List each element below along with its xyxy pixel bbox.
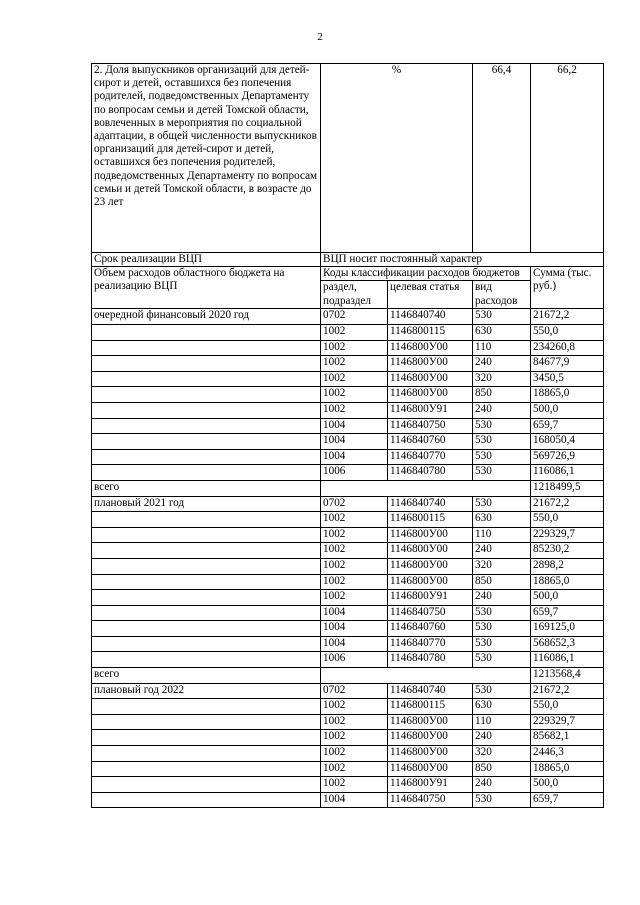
kind-code: 630 [473, 325, 531, 341]
expenses-header-row [92, 267, 604, 281]
section-code: 1004 [321, 605, 388, 621]
target-code: 1146800У91 [388, 402, 473, 418]
period-cell [92, 512, 321, 528]
period-cell [92, 465, 321, 481]
table-row [92, 605, 604, 621]
kind-code: 240 [473, 402, 531, 418]
section-code: 1002 [321, 356, 388, 372]
sum-value: 550,0 [531, 512, 604, 528]
kind-code: 240 [473, 356, 531, 372]
sum-value: 569726,9 [531, 449, 604, 465]
target-code: 1146800У00 [388, 730, 473, 746]
target-code: 1146840740 [388, 683, 473, 699]
period-cell [92, 325, 321, 341]
kind-code: 630 [473, 699, 531, 715]
table-row [92, 730, 604, 746]
expenses-label: Объем расходов областного бюджета на реализацию ВЦП [92, 267, 321, 309]
page-number: 2 [317, 31, 323, 43]
target-code: 1146800У91 [388, 590, 473, 606]
term-value: ВЦП носит постоянный характер [321, 253, 604, 267]
kind-code: 850 [473, 387, 531, 403]
sum-value: 2898,2 [531, 558, 604, 574]
table-row [92, 636, 604, 652]
target-code: 1146800У00 [388, 574, 473, 590]
sum-value: 116086,1 [531, 465, 604, 481]
target-code: 1146840740 [388, 309, 473, 325]
target-code: 1146840770 [388, 449, 473, 465]
table-row [92, 340, 604, 356]
indicator-value-2021: 66,2 [531, 64, 604, 253]
sum-value: 85230,2 [531, 543, 604, 559]
period-cell [92, 402, 321, 418]
target-code: 1146800У00 [388, 746, 473, 762]
section-code: 1002 [321, 325, 388, 341]
kind-code: 530 [473, 465, 531, 481]
sum-value: 229329,7 [531, 714, 604, 730]
target-code: 1146800115 [388, 325, 473, 341]
target-code: 1146840750 [388, 418, 473, 434]
table-row [92, 402, 604, 418]
table-row [92, 792, 604, 808]
table-row [92, 387, 604, 403]
sum-value: 550,0 [531, 325, 604, 341]
section-header: раздел, подраздел [321, 281, 388, 309]
target-code: 1146800У00 [388, 371, 473, 387]
sum-value: 21672,2 [531, 309, 604, 325]
target-code: 1146800У00 [388, 356, 473, 372]
total-value: 1213568,4 [531, 668, 604, 684]
period-cell [92, 652, 321, 668]
kind-code: 530 [473, 496, 531, 512]
sum-value: 21672,2 [531, 683, 604, 699]
section-code: 1002 [321, 761, 388, 777]
table-row [92, 652, 604, 668]
sum-value: 229329,7 [531, 527, 604, 543]
sum-value: 18865,0 [531, 761, 604, 777]
kind-code: 530 [473, 621, 531, 637]
table-row [92, 699, 604, 715]
kind-code: 110 [473, 340, 531, 356]
sum-value: 169125,0 [531, 621, 604, 637]
period-cell [92, 761, 321, 777]
table-row [92, 465, 604, 481]
sum-value: 234260,8 [531, 340, 604, 356]
indicator-unit: % [321, 64, 473, 253]
total-row [92, 480, 604, 496]
period-cell [92, 527, 321, 543]
sum-value: 18865,0 [531, 574, 604, 590]
section-code: 1002 [321, 387, 388, 403]
total-codes-cell [321, 668, 531, 684]
section-code: 1002 [321, 371, 388, 387]
table-row [92, 558, 604, 574]
target-code: 1146840750 [388, 605, 473, 621]
period-cell [92, 558, 321, 574]
sum-value: 3450,5 [531, 371, 604, 387]
kind-code: 530 [473, 309, 531, 325]
table-row [92, 434, 604, 450]
kind-code: 530 [473, 434, 531, 450]
section-code: 1002 [321, 574, 388, 590]
section-code: 1004 [321, 636, 388, 652]
section-code: 1004 [321, 434, 388, 450]
period-cell [92, 792, 321, 808]
section-code: 1002 [321, 746, 388, 762]
section-code: 1002 [321, 590, 388, 606]
total-row [92, 668, 604, 684]
sum-value: 659,7 [531, 418, 604, 434]
table-row [92, 356, 604, 372]
kind-code: 320 [473, 746, 531, 762]
period-cell [92, 574, 321, 590]
section-code: 1002 [321, 714, 388, 730]
sum-value: 659,7 [531, 605, 604, 621]
target-code: 1146800У91 [388, 777, 473, 793]
kind-code: 850 [473, 761, 531, 777]
target-code: 1146800У00 [388, 340, 473, 356]
period-cell [92, 418, 321, 434]
section-code: 0702 [321, 496, 388, 512]
table-row [92, 543, 604, 559]
period-cell [92, 356, 321, 372]
section-code: 1006 [321, 652, 388, 668]
kind-code: 320 [473, 558, 531, 574]
table-row [92, 418, 604, 434]
indicator-row [92, 64, 604, 253]
period-label: плановый год 2022 [92, 683, 321, 699]
kind-code: 530 [473, 792, 531, 808]
section-code: 1004 [321, 621, 388, 637]
target-code: 1146800У00 [388, 527, 473, 543]
kind-code: 850 [473, 574, 531, 590]
section-code: 1002 [321, 340, 388, 356]
section-code: 1006 [321, 465, 388, 481]
period-cell [92, 730, 321, 746]
sum-value: 550,0 [531, 699, 604, 715]
kind-code: 110 [473, 714, 531, 730]
section-code: 1004 [321, 792, 388, 808]
total-label: всего [92, 480, 321, 496]
codes-header: Коды классификации расходов бюджетов [321, 267, 531, 281]
table-row [92, 496, 604, 512]
period-label: плановый 2021 год [92, 496, 321, 512]
section-code: 1002 [321, 527, 388, 543]
kind-code: 240 [473, 730, 531, 746]
period-cell [92, 434, 321, 450]
program-table [91, 63, 604, 808]
target-code: 1146800115 [388, 699, 473, 715]
sum-value: 21672,2 [531, 496, 604, 512]
table-row [92, 449, 604, 465]
section-code: 1002 [321, 543, 388, 559]
table-row [92, 325, 604, 341]
kind-header: вид расходов [473, 281, 531, 309]
target-code: 1146800У00 [388, 558, 473, 574]
total-value: 1218499,5 [531, 480, 604, 496]
term-label: Срок реализации ВЦП [92, 253, 321, 267]
kind-code: 240 [473, 543, 531, 559]
section-code: 1002 [321, 699, 388, 715]
term-row [92, 253, 604, 267]
target-code: 1146840760 [388, 621, 473, 637]
kind-code: 110 [473, 527, 531, 543]
table-row [92, 683, 604, 699]
kind-code: 530 [473, 605, 531, 621]
period-cell [92, 590, 321, 606]
total-codes-cell [321, 480, 531, 496]
period-cell [92, 449, 321, 465]
section-code: 1004 [321, 449, 388, 465]
section-code: 1002 [321, 558, 388, 574]
table-row [92, 777, 604, 793]
target-code: 1146840780 [388, 652, 473, 668]
section-code: 0702 [321, 683, 388, 699]
sum-value: 116086,1 [531, 652, 604, 668]
sum-value: 18865,0 [531, 387, 604, 403]
period-cell [92, 714, 321, 730]
section-code: 1002 [321, 512, 388, 528]
sum-header: Сумма (тыс. руб.) [531, 267, 604, 309]
period-cell [92, 340, 321, 356]
period-cell [92, 621, 321, 637]
period-label: очередной финансовый 2020 год [92, 309, 321, 325]
period-cell [92, 605, 321, 621]
period-cell [92, 371, 321, 387]
target-code: 1146840760 [388, 434, 473, 450]
kind-code: 530 [473, 683, 531, 699]
target-code: 1146840770 [388, 636, 473, 652]
section-code: 1004 [321, 418, 388, 434]
table-row [92, 309, 604, 325]
table-row [92, 714, 604, 730]
table-row [92, 590, 604, 606]
table-row [92, 512, 604, 528]
sum-value: 568652,3 [531, 636, 604, 652]
sum-value: 500,0 [531, 590, 604, 606]
kind-code: 530 [473, 636, 531, 652]
table-row [92, 746, 604, 762]
target-code: 1146800У00 [388, 761, 473, 777]
period-cell [92, 387, 321, 403]
kind-code: 530 [473, 418, 531, 434]
target-header: целевая статья [388, 281, 473, 309]
sum-value: 500,0 [531, 402, 604, 418]
target-code: 1146840740 [388, 496, 473, 512]
target-code: 1146840780 [388, 465, 473, 481]
period-cell [92, 636, 321, 652]
table-row [92, 371, 604, 387]
table-row [92, 527, 604, 543]
table-row [92, 574, 604, 590]
period-cell [92, 746, 321, 762]
sum-value: 500,0 [531, 777, 604, 793]
kind-code: 530 [473, 449, 531, 465]
target-code: 1146840750 [388, 792, 473, 808]
kind-code: 530 [473, 652, 531, 668]
sum-value: 168050,4 [531, 434, 604, 450]
sum-value: 84677,9 [531, 356, 604, 372]
target-code: 1146800У00 [388, 714, 473, 730]
period-cell [92, 699, 321, 715]
indicator-value-2020: 66,4 [473, 64, 531, 253]
kind-code: 320 [473, 371, 531, 387]
section-code: 0702 [321, 309, 388, 325]
section-code: 1002 [321, 777, 388, 793]
section-code: 1002 [321, 730, 388, 746]
kind-code: 240 [473, 777, 531, 793]
sum-value: 2446,3 [531, 746, 604, 762]
indicator-text: 2. Доля выпускников организаций для детей-сирот и детей, оставшихся без попечения родителей, подведомственных Департаменту по вопросам семьи и детей Томской области, вовлеченных в мероприятия по социальной адаптации, в общей численности выпускников организаций для детей-сирот и детей, оставшихся без попечения родителей, подведомственных Департаменту по вопросам семьи и детей Томской области, в возрасте до 23 лет [92, 64, 321, 253]
period-cell [92, 777, 321, 793]
table-row [92, 621, 604, 637]
table-row [92, 761, 604, 777]
target-code: 1146800115 [388, 512, 473, 528]
period-cell [92, 543, 321, 559]
sum-value: 659,7 [531, 792, 604, 808]
target-code: 1146800У00 [388, 387, 473, 403]
section-code: 1002 [321, 402, 388, 418]
sum-value: 85682,1 [531, 730, 604, 746]
target-code: 1146800У00 [388, 543, 473, 559]
kind-code: 240 [473, 590, 531, 606]
total-label: всего [92, 668, 321, 684]
kind-code: 630 [473, 512, 531, 528]
